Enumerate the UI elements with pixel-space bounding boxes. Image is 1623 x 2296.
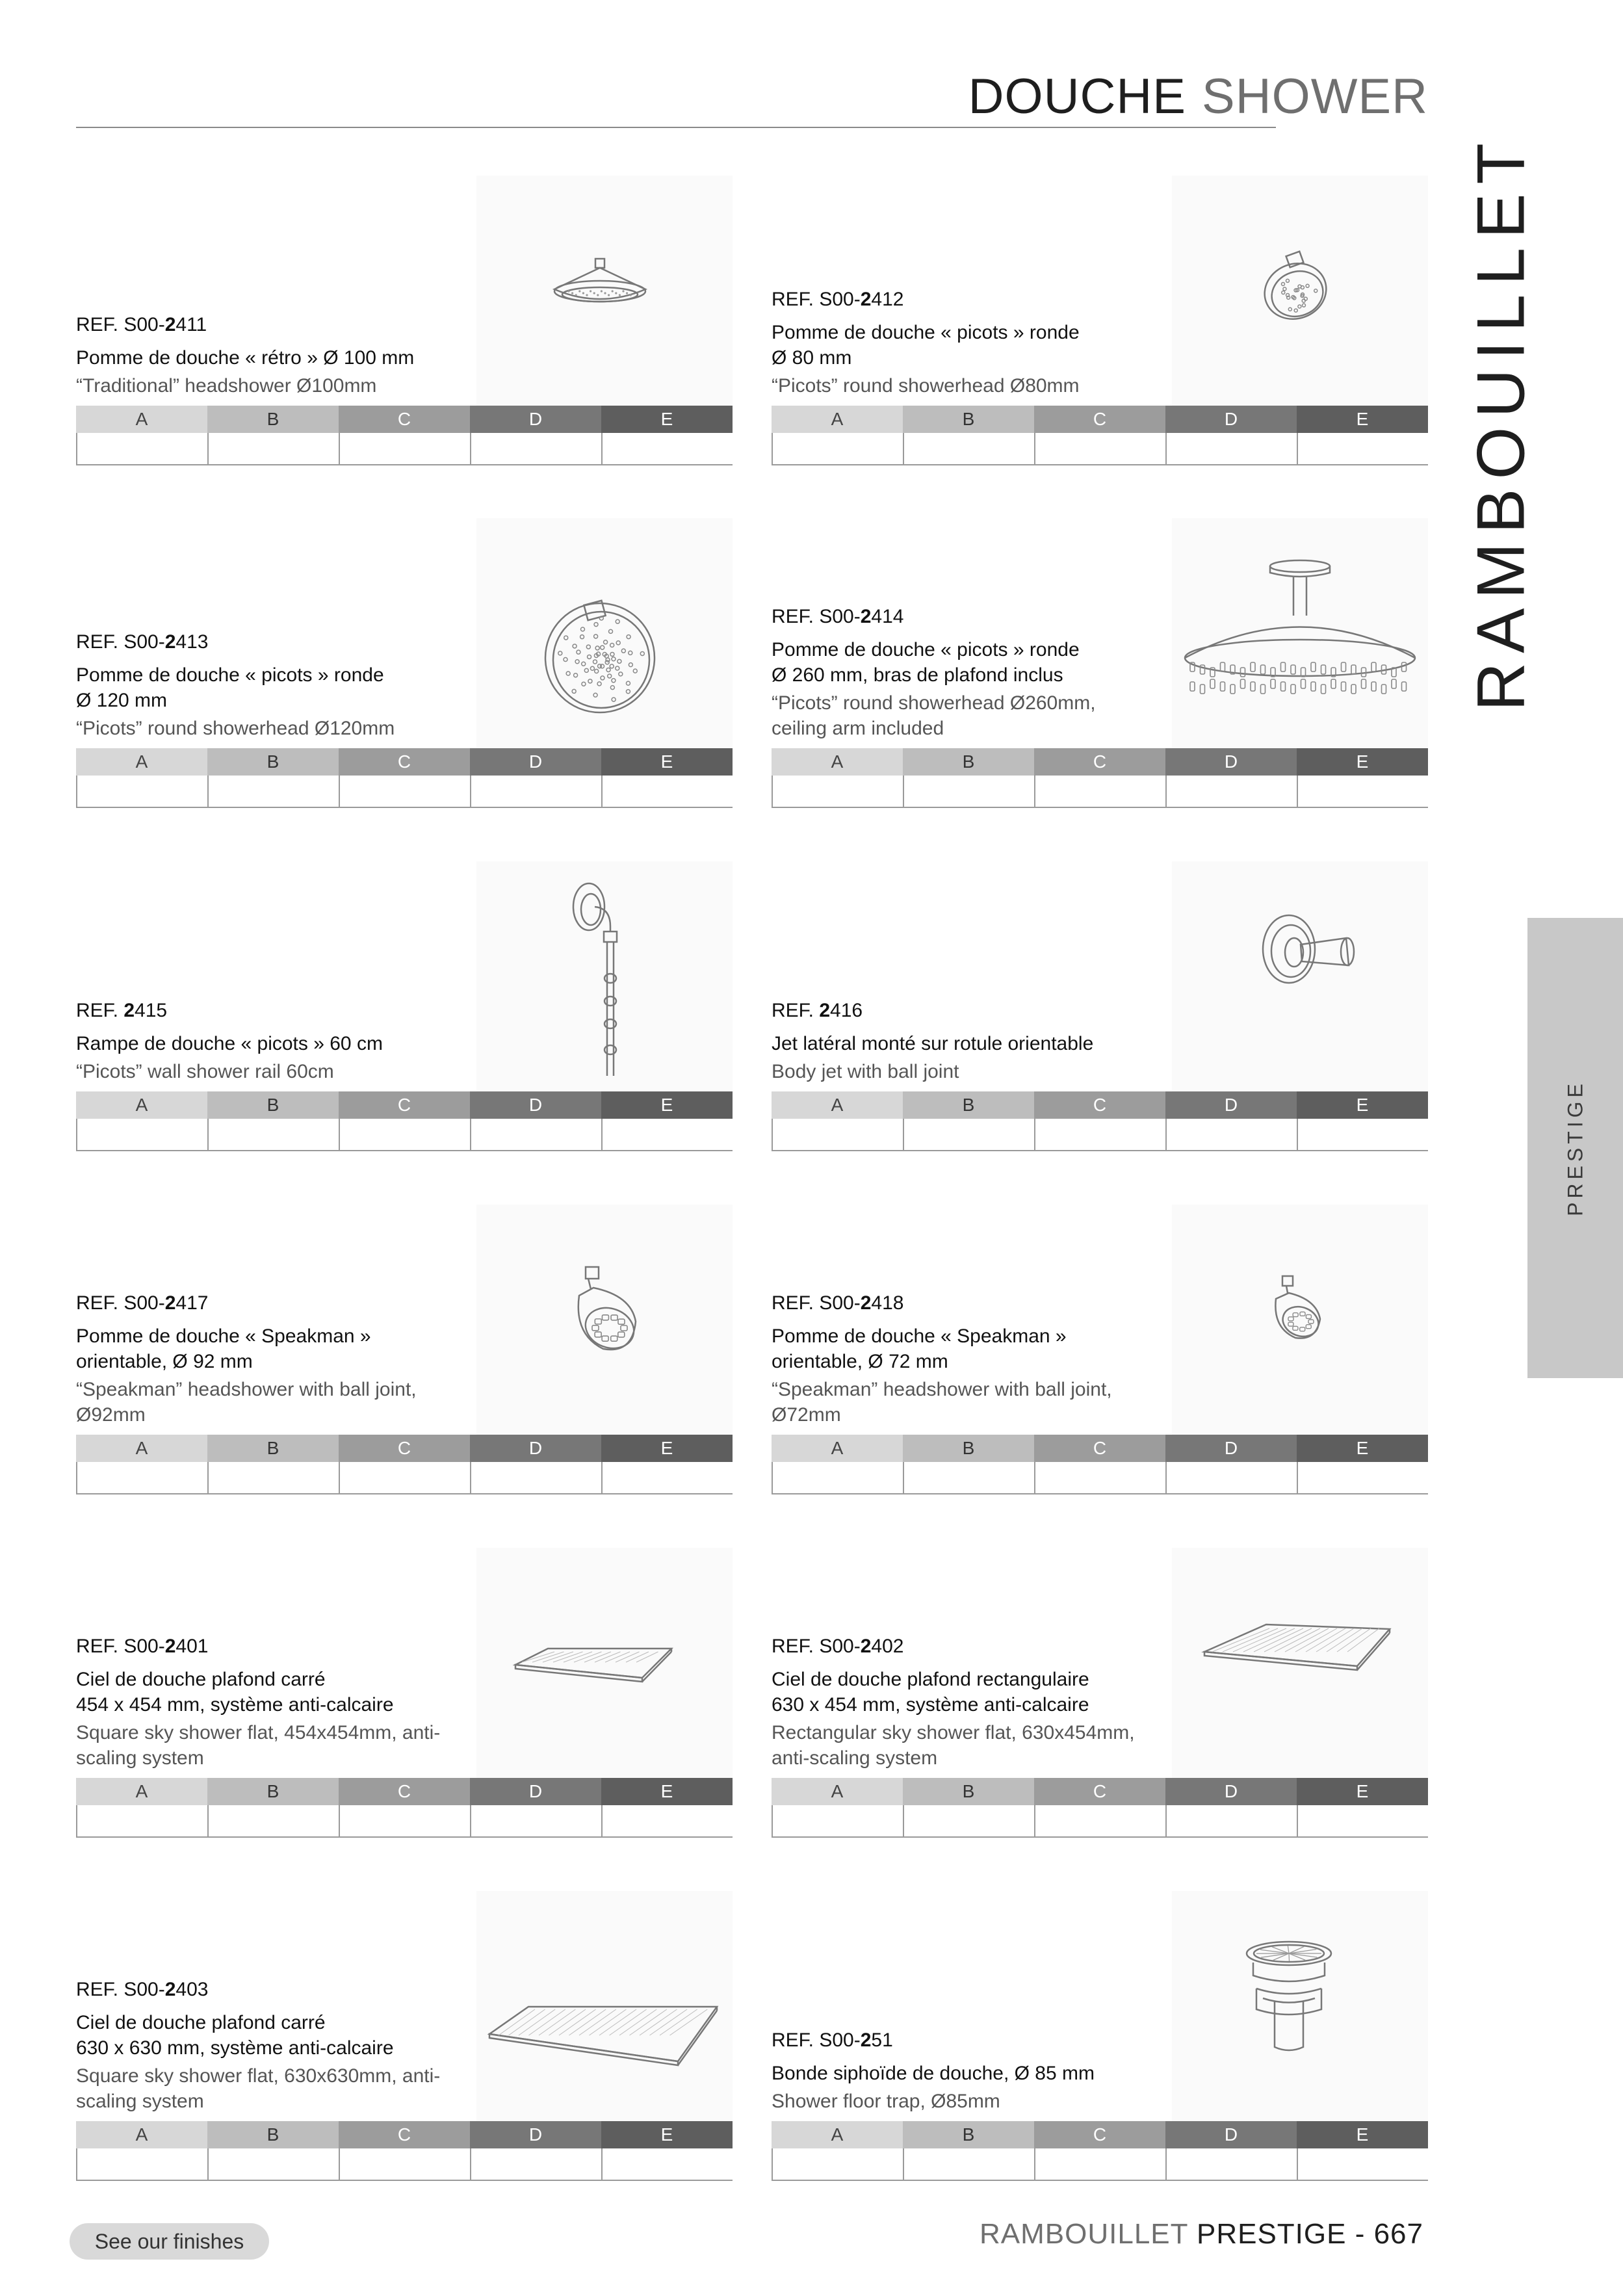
product-card — [76, 861, 733, 1151]
finish-cell-d[interactable] — [470, 1119, 601, 1150]
product-info — [76, 312, 466, 398]
product-name-fr-line: Ø 120 mm — [76, 690, 168, 711]
finish-cell-d[interactable] — [470, 2148, 601, 2180]
finish-header-e: E — [601, 2121, 733, 2148]
finish-header-e: E — [601, 1435, 733, 1462]
product-name-fr-line: Rampe de douche « picots » 60 cm — [76, 1033, 383, 1054]
product-name-fr-line: 630 x 630 mm, système anti-calcaire — [76, 2037, 394, 2059]
product-card — [772, 1891, 1428, 2181]
product-name-en-line: “Picots” wall shower rail 60cm — [76, 1061, 334, 1082]
finish-table — [76, 1778, 733, 1838]
product-name-en-line: “Speakman” headshower with ball joint, — [76, 1379, 417, 1400]
finish-cell-c[interactable] — [339, 1462, 470, 1493]
finish-cell-c[interactable] — [1034, 1805, 1165, 1836]
finish-cell-e[interactable] — [601, 433, 733, 464]
product-card — [76, 1891, 733, 2181]
finish-header-d: D — [1165, 1778, 1297, 1805]
finish-header-d: D — [1165, 2121, 1297, 2148]
finish-table — [772, 406, 1428, 465]
finish-header-a: A — [772, 1091, 903, 1119]
finish-cell-b[interactable] — [903, 1805, 1034, 1836]
finish-header-b: B — [207, 1435, 339, 1462]
finish-header-d: D — [470, 1778, 601, 1805]
finish-header-e: E — [1297, 2121, 1428, 2148]
product-name-fr-line: Ciel de douche plafond carré — [76, 1669, 326, 1690]
finish-header-e: E — [601, 1778, 733, 1805]
finish-cell-c[interactable] — [1034, 776, 1165, 807]
finish-header-c: C — [1034, 1435, 1165, 1462]
page-number: 667 — [1373, 2218, 1423, 2250]
finish-header-d: D — [470, 2121, 601, 2148]
product-name-en-line: Square sky shower flat, 630x630mm, anti- — [76, 2065, 441, 2087]
finish-cell-a[interactable] — [76, 1119, 207, 1150]
finish-header-d: D — [1165, 1435, 1297, 1462]
finish-header-a: A — [76, 1091, 207, 1119]
wall-shower-rail-image — [476, 861, 733, 1095]
finish-header-b: B — [903, 1435, 1034, 1462]
finish-cell-b[interactable] — [207, 1805, 339, 1836]
finish-cell-d[interactable] — [470, 433, 601, 464]
product-name-fr — [772, 1667, 1162, 1717]
finish-header-c: C — [339, 406, 470, 433]
collection-side-tab[interactable]: PRESTIGE — [1527, 918, 1623, 1378]
finish-header-a: A — [772, 2121, 903, 2148]
finish-header-a: A — [772, 1435, 903, 1462]
finish-header-c: C — [1034, 1091, 1165, 1119]
finish-header-b: B — [903, 2121, 1034, 2148]
speakman-headshower-image — [476, 1205, 733, 1439]
product-name-fr-line: 454 x 454 mm, système anti-calcaire — [76, 1694, 394, 1715]
product-name-fr-line: 630 x 454 mm, système anti-calcaire — [772, 1694, 1089, 1715]
finish-header-e: E — [1297, 1435, 1428, 1462]
retro-showerhead-image — [476, 176, 733, 410]
finish-header-b: B — [207, 748, 339, 776]
product-info — [772, 998, 1162, 1084]
finish-header-d: D — [1165, 748, 1297, 776]
product-name-fr-line: Ø 260 mm, bras de plafond inclus — [772, 664, 1063, 686]
page-footer — [980, 2218, 1423, 2250]
picots-showerhead-medium-image — [476, 518, 733, 752]
finish-header-a: A — [772, 406, 903, 433]
product-info — [76, 1977, 466, 2114]
finish-header-d: D — [470, 406, 601, 433]
product-info — [76, 629, 466, 741]
product-ref: REF. S00-2413 — [76, 631, 209, 653]
finish-cell-c[interactable] — [1034, 1462, 1165, 1493]
page-title-fr: DOUCHE — [968, 69, 1186, 124]
finish-table — [76, 1435, 733, 1494]
finish-cell-a[interactable] — [76, 776, 207, 807]
finish-cell-e[interactable] — [601, 1805, 733, 1836]
product-name-en — [76, 373, 466, 398]
product-ref: REF. S00-2418 — [772, 1292, 904, 1314]
finish-cell-a[interactable] — [772, 433, 903, 464]
product-ref: REF. S00-2403 — [76, 1979, 209, 2000]
sky-shower-square-image — [476, 1548, 733, 1782]
finish-cell-a[interactable] — [772, 1119, 903, 1150]
finish-header-e: E — [601, 1091, 733, 1119]
product-name-fr-line: Pomme de douche « Speakman » — [772, 1325, 1067, 1347]
finish-cell-b[interactable] — [903, 1462, 1034, 1493]
finish-cell-b[interactable] — [903, 2148, 1034, 2180]
finish-header-d: D — [470, 1435, 601, 1462]
product-ref: REF. S00-2417 — [76, 1292, 209, 1314]
page-title-en: SHOWER — [1202, 69, 1428, 124]
product-ref: REF. 2415 — [76, 1000, 168, 1021]
product-name-en — [772, 373, 1162, 398]
finish-cell-c[interactable] — [339, 1119, 470, 1150]
finish-cell-a[interactable] — [76, 1462, 207, 1493]
product-info — [76, 998, 466, 1084]
finish-table — [772, 1091, 1428, 1151]
product-name-fr-line: Pomme de douche « Speakman » — [76, 1325, 371, 1347]
product-name-en-line: scaling system — [76, 2091, 204, 2112]
finish-cell-a[interactable] — [772, 1805, 903, 1836]
finish-cell-d[interactable] — [1165, 1119, 1297, 1150]
picots-showerhead-small-image — [1172, 176, 1428, 410]
footer-brand: RAMBOUILLET — [980, 2218, 1188, 2250]
product-name-en — [772, 1059, 1162, 1084]
finish-header-b: B — [903, 1778, 1034, 1805]
product-name-en-line: “Picots” round showerhead Ø120mm — [76, 718, 395, 739]
finish-cell-e[interactable] — [1297, 1805, 1428, 1836]
finish-header-c: C — [1034, 748, 1165, 776]
product-name-fr — [772, 2061, 1162, 2086]
product-name-fr-line: orientable, Ø 72 mm — [772, 1351, 948, 1372]
finish-table — [76, 1091, 733, 1151]
product-name-en — [772, 1720, 1162, 1771]
finish-header-a: A — [76, 1435, 207, 1462]
finish-header-c: C — [339, 1091, 470, 1119]
product-info — [76, 1634, 466, 1771]
product-name-en-line: “Speakman” headshower with ball joint, — [772, 1379, 1112, 1400]
finish-cell-a[interactable] — [76, 1805, 207, 1836]
finish-header-c: C — [339, 2121, 470, 2148]
finish-table — [76, 2121, 733, 2181]
product-name-en-line: Shower floor trap, Ø85mm — [772, 2091, 1000, 2112]
finish-table — [76, 748, 733, 808]
product-info — [76, 1290, 466, 1428]
finish-table — [772, 1435, 1428, 1494]
finish-header-e: E — [1297, 748, 1428, 776]
finish-header-c: C — [339, 748, 470, 776]
product-name-en-line: “Picots” round showerhead Ø80mm — [772, 375, 1080, 397]
product-name-fr — [772, 1324, 1162, 1374]
finish-cell-c[interactable] — [339, 776, 470, 807]
finish-header-a: A — [76, 1778, 207, 1805]
finish-cell-d[interactable] — [1165, 2148, 1297, 2180]
product-name-en-line: scaling system — [76, 1747, 204, 1769]
finish-header-c: C — [1034, 1778, 1165, 1805]
finish-cell-e[interactable] — [1297, 1119, 1428, 1150]
product-info — [772, 2028, 1162, 2114]
product-info — [772, 287, 1162, 398]
finish-header-e: E — [601, 406, 733, 433]
finish-cell-b[interactable] — [207, 2148, 339, 2180]
page-title — [968, 68, 1428, 125]
product-name-fr-line: Ø 80 mm — [772, 347, 852, 369]
finish-cell-d[interactable] — [470, 1805, 601, 1836]
finish-header-e: E — [1297, 1091, 1428, 1119]
product-name-en — [76, 2063, 466, 2114]
finish-cell-c[interactable] — [339, 1805, 470, 1836]
finish-cell-e[interactable] — [1297, 776, 1428, 807]
finish-header-b: B — [903, 1091, 1034, 1119]
finish-header-a: A — [76, 406, 207, 433]
product-card — [772, 1205, 1428, 1494]
finish-cell-e[interactable] — [601, 776, 733, 807]
product-name-en-line: “Picots” round showerhead Ø260mm, — [772, 692, 1096, 714]
finish-cell-c[interactable] — [339, 2148, 470, 2180]
finish-header-b: B — [207, 1778, 339, 1805]
product-ref: REF. S00-2414 — [772, 606, 904, 627]
finish-cell-d[interactable] — [470, 1462, 601, 1493]
sky-shower-large-square-image — [476, 1891, 733, 2125]
finish-cell-e[interactable] — [601, 2148, 733, 2180]
finish-cell-c[interactable] — [1034, 433, 1165, 464]
finish-header-b: B — [207, 1091, 339, 1119]
finish-cell-d[interactable] — [1165, 1805, 1297, 1836]
product-name-en-line: “Traditional” headshower Ø100mm — [76, 375, 377, 397]
product-name-fr — [76, 662, 466, 713]
product-name-en — [76, 1059, 466, 1084]
finish-cell-b[interactable] — [903, 1119, 1034, 1150]
finish-cell-d[interactable] — [470, 776, 601, 807]
product-name-fr — [76, 2010, 466, 2061]
product-name-en-line: Square sky shower flat, 454x454mm, anti- — [76, 1722, 441, 1743]
finish-cell-d[interactable] — [1165, 433, 1297, 464]
product-name-fr-line: Pomme de douche « picots » ronde — [772, 322, 1080, 343]
finish-header-c: C — [1034, 406, 1165, 433]
product-card — [76, 1205, 733, 1494]
finish-cell-e[interactable] — [1297, 1462, 1428, 1493]
finish-header-b: B — [903, 748, 1034, 776]
product-name-fr-line: Pomme de douche « picots » ronde — [76, 664, 384, 686]
header-divider — [76, 127, 1276, 128]
product-info — [772, 1290, 1162, 1428]
finish-cell-e[interactable] — [601, 1462, 733, 1493]
product-name-en-line: ceiling arm included — [772, 718, 944, 739]
finish-cell-b[interactable] — [903, 776, 1034, 807]
finish-header-b: B — [903, 406, 1034, 433]
finish-header-d: D — [1165, 406, 1297, 433]
product-name-fr — [772, 320, 1162, 371]
product-name-fr-line: Pomme de douche « picots » ronde — [772, 639, 1080, 660]
finish-header-b: B — [207, 2121, 339, 2148]
product-ref: REF. S00-2412 — [772, 289, 904, 310]
finish-cell-d[interactable] — [1165, 1462, 1297, 1493]
product-ref: REF. S00-2402 — [772, 1636, 904, 1657]
product-name-fr — [772, 637, 1162, 688]
finish-table — [772, 2121, 1428, 2181]
product-name-fr-line: Bonde siphoïde de douche, Ø 85 mm — [772, 2063, 1095, 2084]
product-name-fr-line: Ciel de douche plafond carré — [76, 2012, 326, 2033]
product-card — [772, 176, 1428, 465]
shower-floor-trap-image — [1172, 1891, 1428, 2125]
finish-cell-e[interactable] — [1297, 2148, 1428, 2180]
finish-cell-c[interactable] — [1034, 1119, 1165, 1150]
finish-header-a: A — [772, 1778, 903, 1805]
product-name-en-line: Ø72mm — [772, 1404, 841, 1426]
product-card — [76, 1548, 733, 1838]
finish-cell-b[interactable] — [207, 433, 339, 464]
product-name-fr-line: Pomme de douche « rétro » Ø 100 mm — [76, 347, 415, 369]
finish-header-c: C — [339, 1778, 470, 1805]
product-ref: REF. S00-2411 — [76, 314, 207, 335]
product-name-en — [772, 690, 1162, 741]
sky-shower-rectangular-image — [1172, 1548, 1428, 1782]
finish-header-a: A — [76, 2121, 207, 2148]
product-name-fr-line: Jet latéral monté sur rotule orientable — [772, 1033, 1094, 1054]
product-ref: REF. 2416 — [772, 1000, 863, 1021]
finish-cell-b[interactable] — [207, 1462, 339, 1493]
product-name-en — [772, 2089, 1162, 2114]
product-name-fr — [76, 1324, 466, 1374]
finish-cell-c[interactable] — [1034, 2148, 1165, 2180]
finish-table — [772, 748, 1428, 808]
finish-header-b: B — [207, 406, 339, 433]
footer-collection: PRESTIGE — [1196, 2218, 1347, 2250]
product-name-fr — [772, 1031, 1162, 1056]
finish-header-d: D — [470, 1091, 601, 1119]
product-name-en — [772, 1377, 1162, 1428]
product-info — [772, 1634, 1162, 1771]
product-name-fr — [76, 1667, 466, 1717]
finish-cell-a[interactable] — [772, 2148, 903, 2180]
finish-header-e: E — [601, 748, 733, 776]
body-jet-image — [1172, 861, 1428, 1095]
finish-table — [76, 406, 733, 465]
finish-cell-e[interactable] — [601, 1119, 733, 1150]
finish-cell-e[interactable] — [1297, 433, 1428, 464]
brand-vertical: RAMBOUILLET — [1463, 134, 1539, 711]
product-name-en — [76, 716, 466, 741]
product-card — [76, 176, 733, 465]
product-name-en-line: Body jet with ball joint — [772, 1061, 959, 1082]
finish-header-d: D — [470, 748, 601, 776]
product-card — [76, 518, 733, 808]
product-ref: REF. S00-2401 — [76, 1636, 209, 1657]
product-card — [772, 861, 1428, 1151]
product-name-en-line: anti-scaling system — [772, 1747, 938, 1769]
picots-showerhead-large-ceiling-image — [1172, 518, 1428, 752]
finish-cell-d[interactable] — [1165, 776, 1297, 807]
product-card — [772, 1548, 1428, 1838]
product-name-fr — [76, 345, 466, 371]
product-info — [772, 604, 1162, 741]
product-name-en — [76, 1377, 466, 1428]
product-ref: REF. S00-251 — [772, 2029, 893, 2051]
finish-header-c: C — [1034, 2121, 1165, 2148]
product-name-fr-line: orientable, Ø 92 mm — [76, 1351, 253, 1372]
finish-cell-b[interactable] — [903, 433, 1034, 464]
speakman-headshower-small-image — [1172, 1205, 1428, 1439]
product-name-en-line: Rectangular sky shower flat, 630x454mm, — [772, 1722, 1135, 1743]
finish-cell-a[interactable] — [76, 433, 207, 464]
product-name-en-line: Ø92mm — [76, 1404, 146, 1426]
finish-header-c: C — [339, 1435, 470, 1462]
finish-header-e: E — [1297, 406, 1428, 433]
product-name-fr — [76, 1031, 466, 1056]
finish-cell-a[interactable] — [772, 1462, 903, 1493]
finish-cell-b[interactable] — [207, 776, 339, 807]
product-card — [772, 518, 1428, 808]
footer-separator: - — [1346, 2218, 1374, 2250]
finish-header-e: E — [1297, 1778, 1428, 1805]
product-name-en — [76, 1720, 466, 1771]
finish-table — [772, 1778, 1428, 1838]
finish-header-d: D — [1165, 1091, 1297, 1119]
see-finishes-button[interactable]: See our finishes — [70, 2223, 269, 2260]
finish-cell-a[interactable] — [772, 776, 903, 807]
finish-header-a: A — [76, 748, 207, 776]
finish-cell-b[interactable] — [207, 1119, 339, 1150]
product-name-fr-line: Ciel de douche plafond rectangulaire — [772, 1669, 1089, 1690]
finish-header-a: A — [772, 748, 903, 776]
finish-cell-c[interactable] — [339, 433, 470, 464]
finish-cell-a[interactable] — [76, 2148, 207, 2180]
